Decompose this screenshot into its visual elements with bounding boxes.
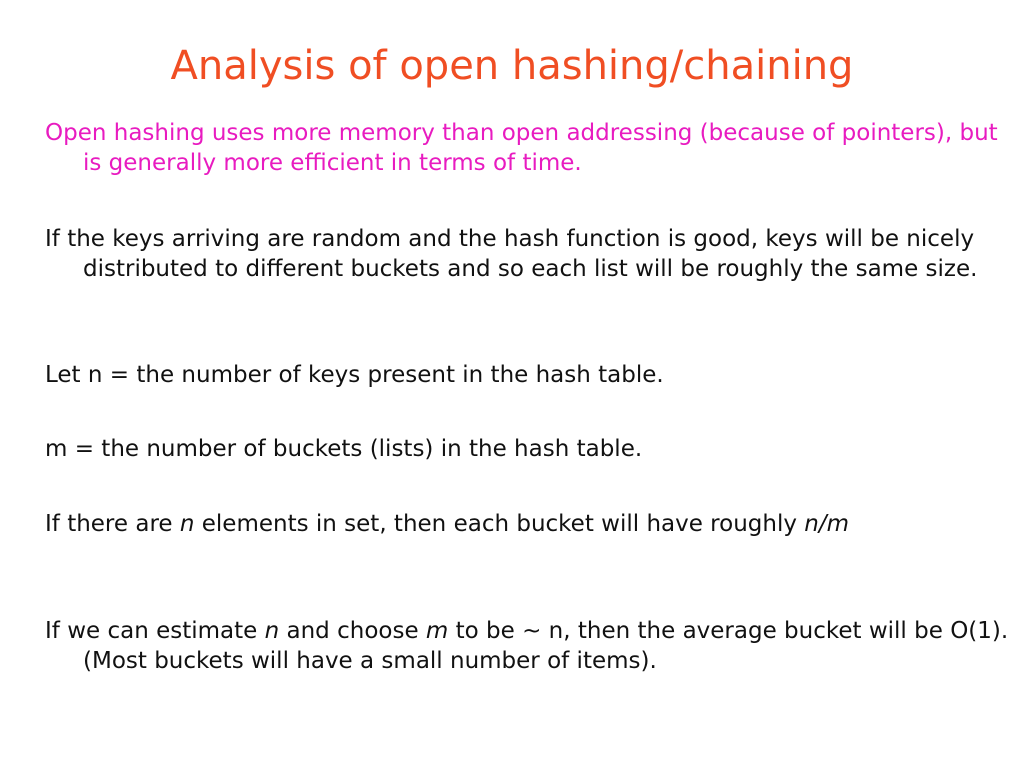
paragraph-average-bucket (45, 616, 1023, 676)
p6-text-a: If we can estimate (45, 618, 265, 644)
p5-var-n-over-m: n/m (804, 511, 850, 537)
p6-var-n: n (264, 618, 280, 644)
p5-text-a: If there are (45, 511, 180, 537)
paragraph-random-keys: If the keys arriving are random and the hash function is good, keys will be nicely distributed to different buckets and so each list will be roughly the same size. (45, 226, 978, 282)
p5-var-n: n (179, 511, 195, 537)
p6-text-c: to be ~ n, then the average bucket will be O(1). (Most buckets will have a small number of items). (83, 618, 1009, 674)
p5-text-b: elements in set, then each bucket will have roughly (194, 511, 805, 537)
paragraph-define-m: m = the number of buckets (lists) in the hash table. (45, 436, 643, 462)
paragraph-elements-per-bucket (45, 509, 1023, 539)
p6-var-m: m (425, 618, 449, 644)
p6-text-b: and choose (279, 618, 426, 644)
slide-title: Analysis of open hashing/chaining (170, 43, 854, 89)
paragraph-define-n: Let n = the number of keys present in the hash table. (45, 362, 664, 388)
paragraph-memory-vs-time: Open hashing uses more memory than open addressing (because of pointers), but is generally more efficient in terms of time. (45, 120, 998, 176)
